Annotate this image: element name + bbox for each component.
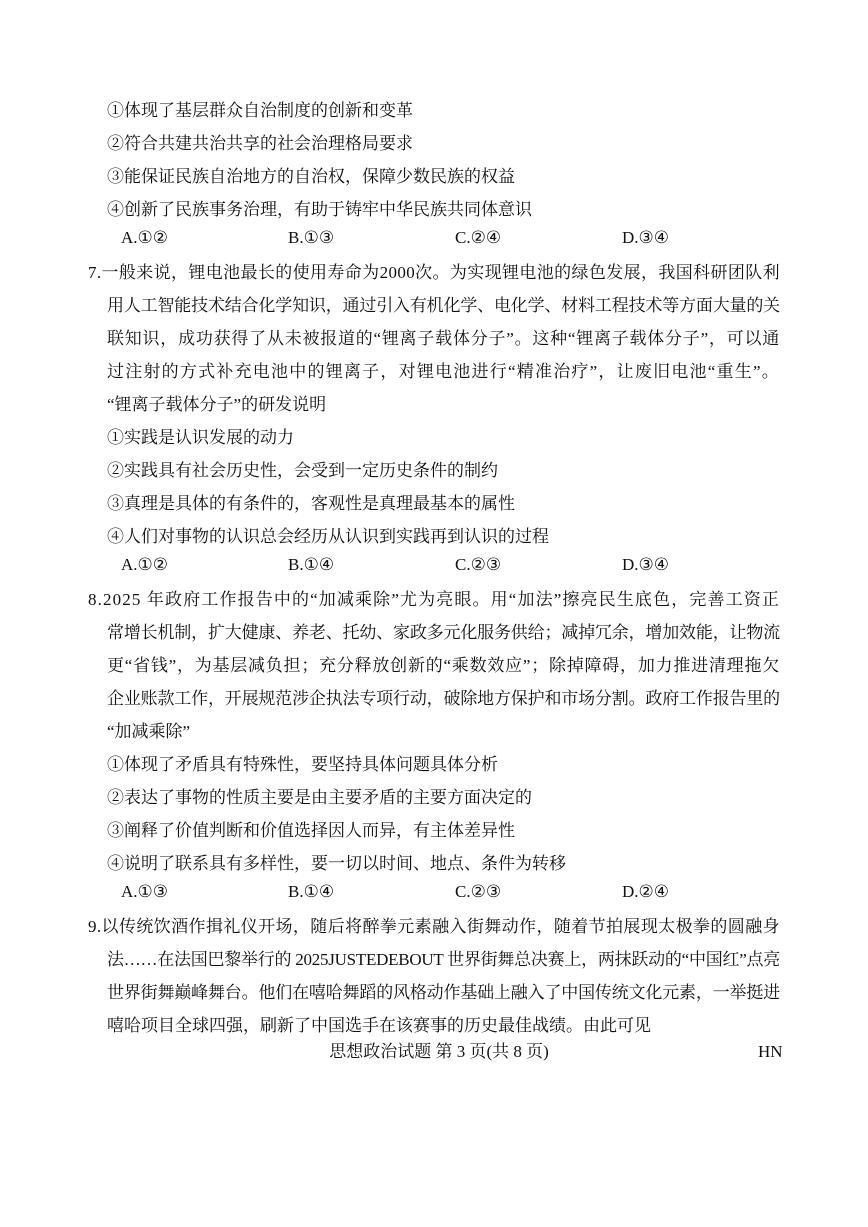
question-8-choice-b: B.①④	[288, 882, 335, 901]
question-8-statement-1: ①体现了矛盾具有特殊性，要坚持具体问题具体分析	[107, 755, 498, 774]
question-9-stem-line-3: 世界街舞巅峰舞台。他们在嘻哈舞蹈的风格动作基础上融入了中国传统文化元素，一举挺进	[107, 983, 780, 1002]
question-8-stem-line-3: 更“省钱”，为基层减负担；充分释放创新的“乘数效应”；除掉障碍，加力推进清理拖欠	[107, 656, 780, 675]
question-7-statement-2: ②实践具有社会历史性，会受到一定历史条件的制约	[107, 461, 498, 480]
question-8-choice-d: D.②④	[622, 882, 670, 901]
question-7-choice-d: D.③④	[622, 555, 670, 574]
question-9-stem-line-1	[88, 910, 780, 943]
question-7-choice-a: A.①②	[121, 555, 169, 574]
question-8-statement-3: ③阐释了价值判断和价值选择因人而异，有主体差异性	[107, 821, 515, 840]
question-8-choice-a: A.①③	[121, 882, 169, 901]
question-7-stem-line-3: 联知识，成功获得了从未被报道的“锂离子载体分子”。这种“锂离子载体分子”，可以通	[107, 329, 780, 348]
question-9	[88, 910, 780, 1042]
question-8-stem-line-4: 企业账款工作，开展规范涉企执法专项行动，破除地方保护和市场分割。政府工作报告里的	[107, 689, 780, 708]
choice-d: D.③④	[622, 228, 670, 247]
page-content	[88, 94, 780, 1042]
question-8-number: 8.	[88, 590, 104, 609]
choice-c: C.②④	[455, 228, 502, 247]
question-9-number: 9.	[88, 917, 102, 936]
question-7-stem-line-2: 用人工智能技术结合化学知识，通过引入有机化学、电化学、材料工程技术等方面大量的关	[107, 296, 780, 315]
question-7-answer-choices	[88, 548, 780, 581]
question-7-number: 7.	[88, 263, 102, 282]
question-7-statement-4: ④人们对事物的认识总会经历从认识到实践再到认识的过程	[107, 527, 549, 546]
question-8-choice-c: C.②③	[455, 882, 502, 901]
statement-3: ③能保证民族自治地方的自治权，保障少数民族的权益	[107, 167, 515, 186]
question-7-choice-b: B.①④	[288, 555, 335, 574]
question-7-choice-c: C.②③	[455, 555, 502, 574]
choice-a: A.①②	[121, 228, 169, 247]
question-7-stem-line-5: “锂离子载体分子”的研发说明	[107, 395, 327, 414]
question-9-stem-line-4: 嘻哈项目全球四强，刷新了中国选手在该赛事的历史最佳战绩。由此可见	[107, 1016, 651, 1035]
question-8	[88, 583, 780, 908]
statement-1: ①体现了基层群众自治制度的创新和变革	[107, 101, 413, 120]
question-8-stem-text: 2025 年政府工作报告中的“加减乘除”尤为亮眼。用“加法”擦亮民生底色，完善工资正	[103, 590, 780, 609]
question-8-stem-line-5: “加减乘除”	[107, 722, 191, 741]
question-7	[88, 256, 780, 581]
question-9-stem-line-2: 法……在法国巴黎举行的 2025JUSTEDEBOUT 世界街舞总决赛上，两抹跃动的“中国红”点亮	[107, 950, 780, 969]
question-8-statement-4: ④说明了联系具有多样性，要一切以时间、地点、条件为转移	[107, 854, 566, 873]
question-7-stem-line-4: 过注射的方式补充电池中的锂离子，对锂电池进行“精准治疗”，让废旧电池“重生”。	[107, 362, 780, 381]
answer-choices	[88, 221, 780, 254]
page-footer-code: HN	[758, 1042, 783, 1061]
statement-2: ②符合共建共治共享的社会治理格局要求	[107, 134, 413, 153]
question-8-answer-choices	[88, 875, 780, 908]
question-7-stem-line-1	[88, 256, 780, 289]
question-7-statement-1: ①实践是认识发展的动力	[107, 428, 294, 447]
statement-4: ④创新了民族事务治理，有助于铸牢中华民族共同体意识	[107, 200, 532, 219]
question-8-stem-line-2: 常增长机制，扩大健康、养老、托幼、家政多元化服务供给；减掉冗余，增加效能，让物流	[107, 623, 780, 642]
question-7-stem-text: 一般来说，锂电池最长的使用寿命为2000次。为实现锂电池的绿色发展，我国科研团队利	[101, 263, 781, 282]
question-9-stem-text: 以传统饮酒作揖礼仪开场，随后将醉拳元素融入街舞动作，随着节拍展现太极拳的圆融身	[101, 917, 780, 936]
choice-b: B.①③	[288, 228, 335, 247]
question-8-stem-line-1	[88, 583, 780, 616]
page-footer-title: 思想政治试题 第 3 页(共 8 页)	[329, 1042, 549, 1061]
question-7-statement-3: ③真理是具体的有条件的，客观性是真理最基本的属性	[107, 494, 515, 513]
question-8-statement-2: ②表达了事物的性质主要是由主要矛盾的主要方面决定的	[107, 788, 532, 807]
carryover-question	[88, 94, 780, 254]
